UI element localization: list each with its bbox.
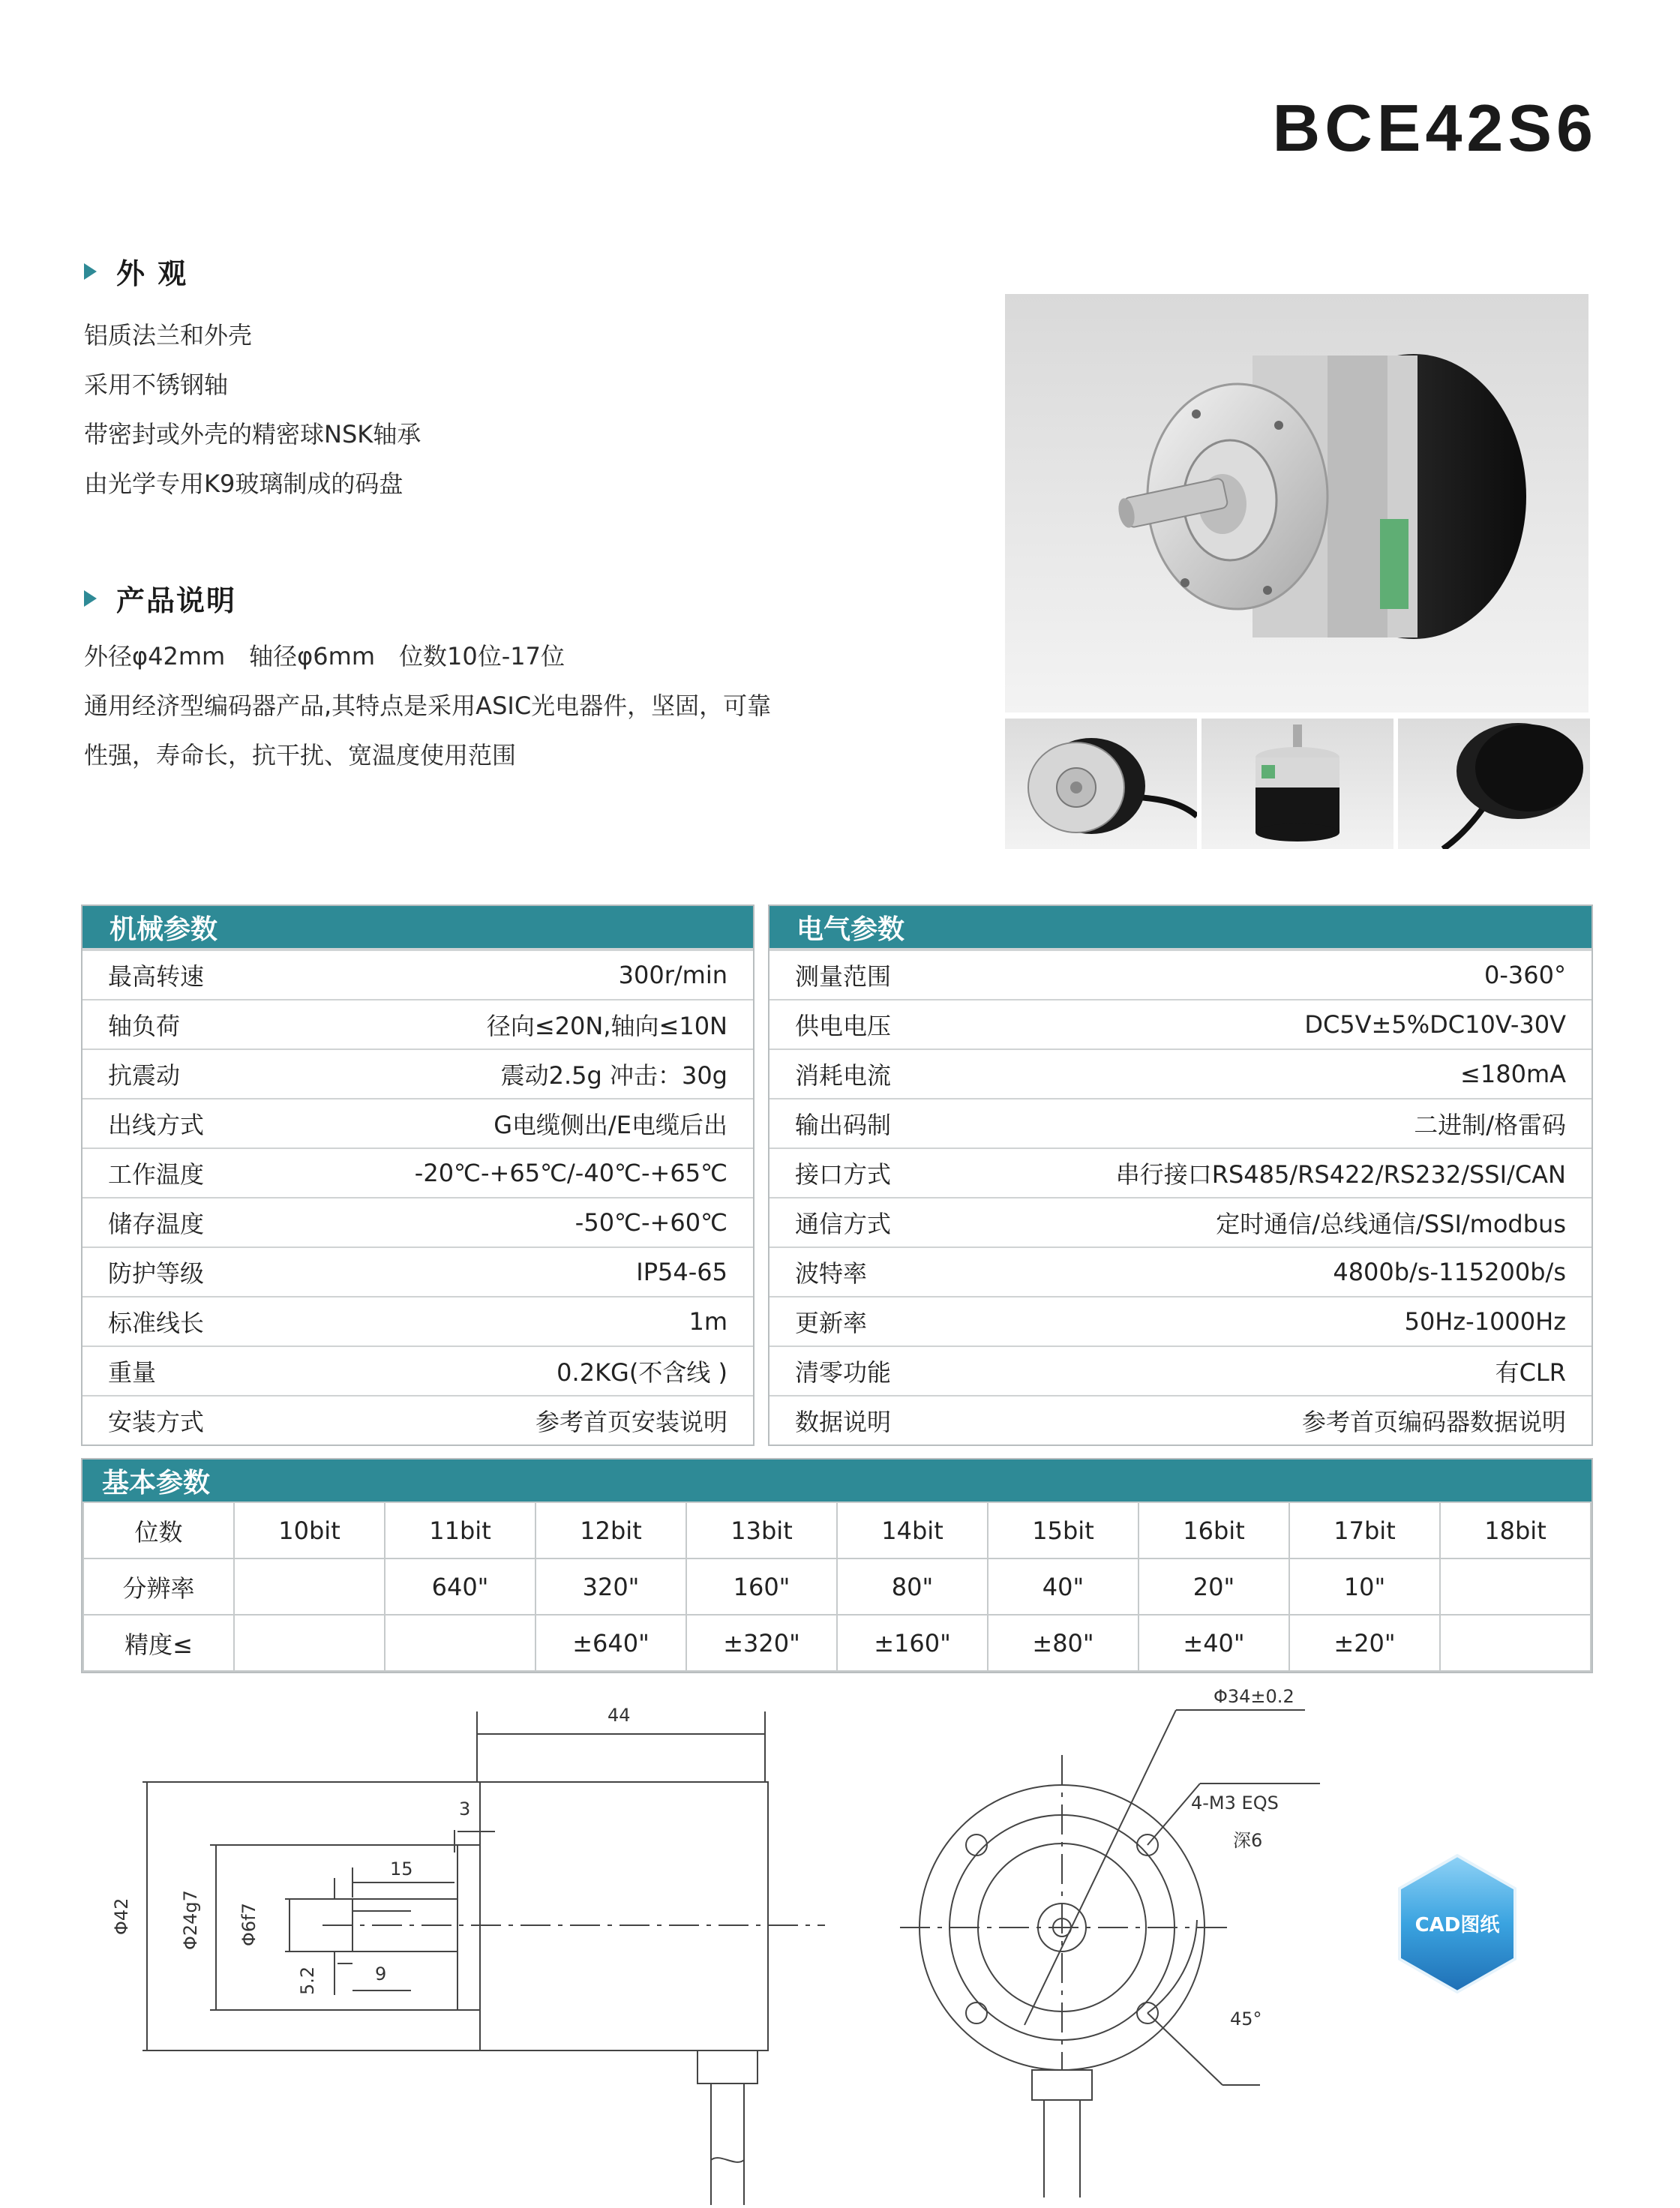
holes-spec: 4-M3 EQS [1191, 1792, 1279, 1814]
table-cell [1440, 1558, 1591, 1615]
electrical-rows [770, 951, 1592, 1444]
param-value: 震动2.5g 冲击：30g [500, 1061, 728, 1090]
table-cell: 11bit [385, 1502, 536, 1558]
param-key: 供电电压 [795, 1012, 892, 1040]
table-row [770, 999, 1592, 1048]
encoder-side-illustration [1202, 718, 1394, 849]
appearance-line: 带密封或外壳的精密球NSK轴承 [84, 420, 422, 448]
table-row [770, 1148, 1592, 1197]
param-key: 清零功能 [795, 1358, 892, 1387]
appearance-line: 采用不锈钢轴 [84, 370, 229, 399]
param-value: 0-360° [1484, 961, 1566, 989]
table-cell: 14bit [837, 1502, 988, 1558]
mount-hole [966, 2002, 987, 2024]
dim-diameter-24: Φ24g7 [180, 1890, 201, 1950]
encoder-front-illustration [1005, 718, 1197, 849]
table-cell [234, 1615, 385, 1671]
appearance-line: 由光学专用K9玻璃制成的码盘 [84, 470, 404, 498]
row-label: 位数 [83, 1502, 234, 1558]
product-thumb-front [1005, 718, 1197, 849]
dim-diameter-34: Φ34±0.2 [1214, 1686, 1294, 1707]
table-row [770, 1296, 1592, 1346]
param-value: 4800b/s-115200b/s [1333, 1258, 1566, 1286]
param-value: 0.2KG(不含线 ) [556, 1358, 728, 1387]
table-cell: 640" [385, 1558, 536, 1615]
label-sticker [1380, 519, 1408, 609]
table-row [770, 1197, 1592, 1246]
param-value: 二进制/格雷码 [1414, 1111, 1566, 1139]
param-key: 轴负荷 [108, 1012, 181, 1040]
param-key: 防护等级 [108, 1259, 205, 1288]
table-row [770, 1048, 1592, 1098]
table-row [83, 1615, 1591, 1671]
appearance-list [84, 310, 421, 508]
table-cell: 160" [686, 1558, 837, 1615]
param-key: 更新率 [795, 1309, 868, 1337]
table-cell: ±160" [837, 1615, 988, 1671]
row-label: 分辨率 [83, 1558, 234, 1615]
table-cell: 15bit [988, 1502, 1138, 1558]
table-cell: 40" [988, 1558, 1138, 1615]
table-row [82, 999, 753, 1048]
description-line: 外径φ42mm 轴径φ6mm 位数10位-17位 [84, 642, 565, 670]
appearance-line: 铝质法兰和外壳 [84, 321, 253, 350]
mechanical-rows [82, 951, 753, 1444]
param-key: 出线方式 [108, 1111, 205, 1139]
basic-grid [82, 1502, 1592, 1672]
param-key: 安装方式 [108, 1408, 205, 1436]
param-value: 参考首页编码器数据说明 [1301, 1408, 1566, 1436]
product-photo-main [1005, 294, 1588, 712]
basic-header: 基本参数 [82, 1460, 1592, 1502]
param-key: 标准线长 [108, 1309, 205, 1337]
param-key: 测量范围 [795, 962, 892, 991]
param-value: 300r/min [618, 961, 728, 989]
table-cell: 16bit [1138, 1502, 1289, 1558]
table-cell [1440, 1615, 1591, 1671]
param-key: 输出码制 [795, 1111, 892, 1139]
row-label: 精度≤ [83, 1615, 234, 1671]
table-cell: 10" [1289, 1558, 1440, 1615]
param-key: 接口方式 [795, 1160, 892, 1189]
table-cell: 12bit [536, 1502, 686, 1558]
table-row [82, 1197, 753, 1246]
product-thumb-back [1398, 718, 1590, 849]
dim-length: 44 [608, 1705, 631, 1726]
description-heading [84, 578, 236, 619]
param-key: 抗震动 [108, 1061, 181, 1090]
table-row [82, 1048, 753, 1098]
param-value: 串行接口RS485/RS422/RS232/SSI/CAN [1115, 1160, 1566, 1189]
param-value: -50℃-+60℃ [574, 1208, 728, 1237]
table-row [770, 1346, 1592, 1395]
table-row [82, 951, 753, 999]
description-title: 产品说明 [116, 584, 237, 617]
mount-hole [966, 1834, 987, 1856]
side-view-flange [458, 1845, 480, 2010]
param-value: 定时通信/总线通信/SSI/modbus [1216, 1210, 1566, 1238]
basic-table [81, 1458, 1593, 1673]
param-value: 有CLR [1495, 1358, 1566, 1387]
table-row [82, 1246, 753, 1296]
table-cell: ±80" [988, 1615, 1138, 1671]
dim-diameter-6: Φ6f7 [238, 1903, 260, 1946]
param-key: 数据说明 [795, 1408, 892, 1436]
electrical-header: 电气参数 [770, 906, 1592, 951]
table-row [82, 1346, 753, 1395]
mechanical-header: 机械参数 [82, 906, 753, 951]
side-view-body [480, 1782, 768, 2050]
param-key: 储存温度 [108, 1210, 205, 1238]
mechanical-table [81, 904, 754, 1446]
description-line: 通用经济型编码器产品,其特点是采用ASIC光电器件，坚固，可靠 [84, 692, 772, 720]
table-cell: ±640" [536, 1615, 686, 1671]
table-row [82, 1098, 753, 1148]
table-row [770, 1395, 1592, 1444]
dim-shaft-length: 15 [390, 1858, 413, 1880]
table-cell: 320" [536, 1558, 686, 1615]
cad-drawing-button[interactable] [1395, 1852, 1520, 1995]
table-cell: 17bit [1289, 1502, 1440, 1558]
table-row [770, 951, 1592, 999]
param-key: 重量 [108, 1358, 157, 1387]
param-value: -20℃-+65℃/-40℃-+65℃ [414, 1159, 728, 1187]
hole-depth: 深6 [1233, 1830, 1263, 1851]
table-row [83, 1502, 1591, 1558]
appearance-title: 外 观 [116, 257, 188, 290]
encoder-illustration [1005, 294, 1588, 712]
param-value: G电缆侧出/E电缆后出 [494, 1111, 728, 1139]
table-cell: ±40" [1138, 1615, 1289, 1671]
angle-label: 45° [1230, 2008, 1262, 2030]
table-cell: 18bit [1440, 1502, 1591, 1558]
param-value: IP54-65 [636, 1258, 728, 1286]
appearance-heading [84, 250, 188, 292]
product-thumb-side [1202, 718, 1394, 849]
description-list [84, 632, 771, 780]
table-cell: 20" [1138, 1558, 1289, 1615]
param-value: DC5V±5%DC10V-30V [1304, 1010, 1566, 1039]
param-value: 50Hz-1000Hz [1404, 1307, 1566, 1336]
param-key: 通信方式 [795, 1210, 892, 1238]
table-row [83, 1558, 1591, 1615]
dim-diameter-42: Φ42 [111, 1898, 132, 1935]
table-cell [234, 1558, 385, 1615]
cad-label: CAD图纸 [1414, 1914, 1500, 1936]
table-row [82, 1148, 753, 1197]
param-key: 消耗电流 [795, 1061, 892, 1090]
table-cell: 10bit [234, 1502, 385, 1558]
table-row [770, 1246, 1592, 1296]
param-key: 最高转速 [108, 962, 205, 991]
triangle-bullet-icon [84, 263, 97, 280]
table-cell: ±320" [686, 1615, 837, 1671]
param-value: 1m [688, 1307, 728, 1336]
table-row [82, 1296, 753, 1346]
table-cell: ±20" [1289, 1615, 1440, 1671]
description-line: 性强，寿命长，抗干扰、宽温度使用范围 [84, 741, 517, 770]
table-row [770, 1098, 1592, 1148]
table-cell: 13bit [686, 1502, 837, 1558]
electrical-table [768, 904, 1593, 1446]
drawing-labels [111, 1686, 1294, 2030]
table-cell: 80" [837, 1558, 988, 1615]
table-row [82, 1395, 753, 1444]
triangle-bullet-icon [84, 590, 97, 607]
encoder-back-illustration [1398, 718, 1590, 849]
model-title: BCE42S6 [1272, 91, 1598, 165]
param-key: 波特率 [795, 1259, 868, 1288]
table-cell [385, 1615, 536, 1671]
param-value: ≤180mA [1460, 1060, 1566, 1088]
dim-flange: 3 [459, 1798, 471, 1820]
param-value: 径向≤20N,轴向≤10N [486, 1012, 728, 1040]
param-key: 工作温度 [108, 1160, 205, 1189]
dim-flat-length: 9 [375, 1964, 387, 1984]
param-value: 参考首页安装说明 [535, 1408, 728, 1436]
dim-flat: 5.2 [297, 1966, 318, 1995]
